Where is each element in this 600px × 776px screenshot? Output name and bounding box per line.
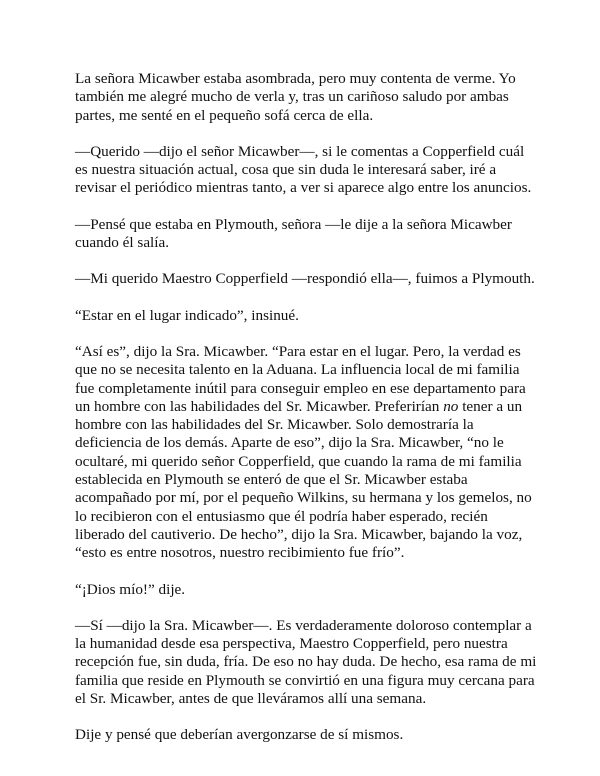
- text-line: partes, me senté en el pequeño sofá cerca de ella.: [75, 106, 374, 124]
- paragraph-7: [75, 581, 535, 599]
- text-line: “Así es”, dijo la Sra. Micawber. “Para estar en el lugar. Pero, la verdad es: [75, 342, 521, 360]
- text-line: cuando él salía.: [75, 234, 170, 252]
- text-line: establecida en Plymouth se enteró de que el Sr. Micawber estaba: [75, 471, 468, 489]
- text-line: —Pensé que estaba en Plymouth, señora —le dije a la señora Micawber: [75, 215, 512, 233]
- text-line: ocultaré, mi querido señor Copperfield, que cuando la rama de mi familia: [75, 452, 522, 470]
- text-line: acompañado por mí, por el pequeño Wilkins, su hermana y los gemelos, no: [75, 489, 532, 507]
- text-line: que no se necesita talento en la Aduana. La influencia local de mi familia: [75, 361, 520, 379]
- text-line: recepción fue, sin duda, fría. De eso no hay duda. De hecho, esa rama de mi: [75, 653, 537, 671]
- text-line: el Sr. Micawber, antes de que lleváramos allí una semana.: [75, 690, 427, 708]
- text-line: —Mi querido Maestro Copperfield —respondió ella—, fuimos a Plymouth.: [75, 270, 535, 288]
- text-line: —Sí —dijo la Sra. Micawber—. Es verdaderamente doloroso contemplar a: [75, 616, 532, 634]
- paragraph-9: [75, 726, 535, 744]
- paragraph-5: [75, 307, 535, 325]
- paragraph-1: [75, 70, 535, 125]
- text-line: hombre con las habilidades del Sr. Micawber. Solo demostraría la: [75, 416, 474, 434]
- text-line: “esto es entre nosotros, nuestro recibimiento fue frío”.: [75, 544, 405, 562]
- text-line: la humanidad desde esa perspectiva, Maestro Copperfield, pero nuestra: [75, 635, 508, 653]
- text-line: fue completamente inútil para conseguir empleo en ese departamento para: [75, 379, 526, 397]
- text-line: Dije y pensé que deberían avergonzarse de sí mismos.: [75, 726, 404, 744]
- text-line: revisar el periódico mientras tanto, a ver si aparece algo entre los anuncios.: [75, 179, 532, 197]
- text-line: —Querido —dijo el señor Micawber—, si le comentas a Copperfield cuál: [75, 142, 525, 160]
- emphasis-word: no: [443, 397, 459, 415]
- text-line-emphasis: un hombre con las habilidades del Sr. Micawber. Preferirían no tener a un: [75, 397, 523, 415]
- document-page: [75, 70, 535, 763]
- text-line: liberado del cautiverio. De hecho”, dijo la Sra. Micawber, bajando la voz,: [75, 525, 523, 543]
- text-line: lo recibieron con el entusiasmo que él podría haber esperado, recién: [75, 507, 488, 525]
- text-line: “¡Dios mío!” dije.: [75, 580, 186, 598]
- paragraph-6: [75, 343, 535, 563]
- text-line: es nuestra situación actual, cosa que sin duda le interesará saber, iré a: [75, 161, 497, 179]
- text-line: familia que reside en Plymouth se convirtió en una figura muy cercana para: [75, 671, 535, 689]
- text-line: La señora Micawber estaba asombrada, pero muy contenta de verme. Yo: [75, 70, 516, 87]
- paragraph-2: [75, 143, 535, 198]
- paragraph-3: [75, 216, 535, 253]
- paragraph-8: [75, 617, 535, 708]
- text-line: deficiencia de los demás. Aparte de eso”, dijo la Sra. Micawber, “no le: [75, 434, 504, 452]
- text-line: también me alegré mucho de verla y, tras un cariñoso saludo por ambas: [75, 88, 509, 106]
- text-line: “Estar en el lugar indicado”, insinué.: [75, 306, 299, 324]
- paragraph-4: [75, 270, 535, 288]
